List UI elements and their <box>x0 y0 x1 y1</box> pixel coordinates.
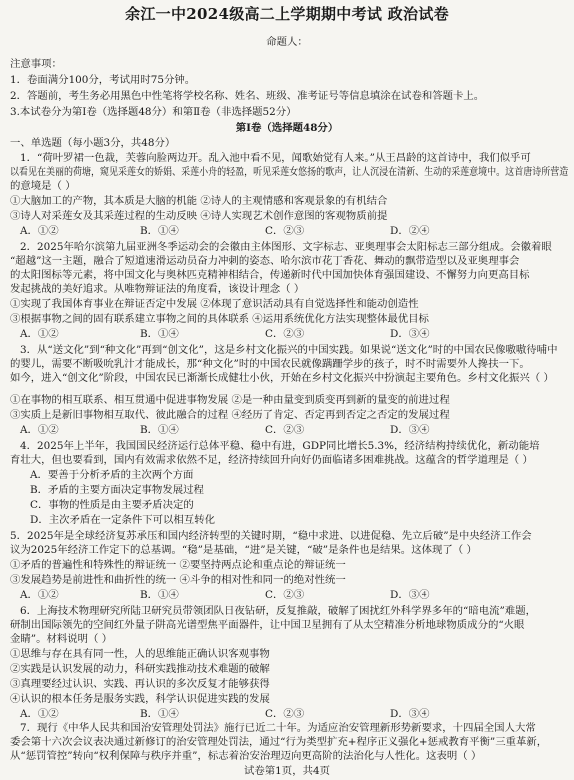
author-line: 命题人： <box>266 36 308 48</box>
question-2-text: “超越”这一主题，融合了短道速滑运动员奋力冲刺的姿态、哈尔滨市花丁香花、舞动的飘带造型以及亚奥理事会 <box>10 255 520 267</box>
question-3-option: ③实质上是新旧事物相互取代、彼此融合的过程 ④经历了肯定、否定再到否定之否定的发展过程 <box>10 409 450 421</box>
notice-heading: 注意事项： <box>10 58 62 70</box>
answer-choice: B．①④ <box>140 589 179 601</box>
answer-choice: C．②③ <box>265 225 305 237</box>
question-5-option: ①矛盾的普遍性和特殊性的辩证统一 ②要坚持两点论和重点论的辩证统一 <box>10 559 346 571</box>
question-6-text: 研制出国际领先的空间红外量子阱高光谱型焦平面器件，让中国卫星拥有了从太空精准分析地球物质成分的“火眼 <box>10 619 525 631</box>
question-7-text: 委会第十六次会议表决通过新修订的治安管理处罚法，通过“行为类型扩充+程序正义强化+惩戒教育平衡”三重革新， <box>10 736 548 748</box>
question-1-option: ③诗人对采莲女及其采莲过程的生动反映 ④诗人实现艺术创作意图的客观物质前提 <box>10 210 388 222</box>
question-4-option: A．要善于分析矛盾的主次两个方面 <box>30 469 194 481</box>
question-5-text: 议为2025年经济工作定下的总基调。“稳”是基础，“进”是关键，“破”是条件也是结果。这体现了（ ） <box>10 544 477 556</box>
answer-choice: B．①④ <box>140 328 179 340</box>
part1-title: 第Ⅰ卷（选择题48分） <box>235 122 339 134</box>
answer-choice: C．②③ <box>265 424 305 436</box>
answer-choice: B．①④ <box>140 708 179 720</box>
question-5-option: ③发展趋势是前进性和曲折性的统一 ④斗争的相对性和同一的绝对性统一 <box>10 574 346 586</box>
question-7-text: 7．现行《中华人民共和国治安管理处罚法》施行已近二十年。为适应治安管理新形势新要求，十四届全国人大常 <box>20 722 536 734</box>
answer-choice: D．③④ <box>390 424 430 436</box>
question-2-text: 发起挑战的美好追求。从唯物辩证法的角度看，该设计理念（ ） <box>10 283 305 295</box>
answer-choice: D．②④ <box>390 225 430 237</box>
question-6-text: 6．上海技术物理研究所陆卫研究员带领团队日夜钻研，反复推敲，破解了困扰红外科学界多年的“暗电流”难题， <box>20 605 536 617</box>
question-3-text: 3．从“送文化”到“种文化”再到“创文化”，这是乡村文化振兴的中国实践。如果说“送文化”时的中国农民像嗷嗷待哺中 <box>20 344 558 356</box>
answer-choice: D．③④ <box>390 328 430 340</box>
question-1-text: 的意境是（ ） <box>10 180 76 192</box>
question-6-text: 金睛”。材料说明（ ） <box>10 633 113 645</box>
notice-item: 1．卷面满分100分，考试用时75分钟。 <box>10 74 196 86</box>
question-4-option: D．主次矛盾在一定条件下可以相互转化 <box>30 514 215 526</box>
notice-item: 2．答题前，考生务必用黑色中性笔将学校名称、姓名、班级、准考证号等信息填涂在试卷和答题卡上。 <box>10 90 485 102</box>
notice-item: 3.本试卷分为第Ⅰ卷（选择题48分）和第Ⅱ卷（非选择题52分） <box>10 106 297 118</box>
question-1-text: 以看见在美丽的荷塘，窥见采莲女的娇娟、采莲小舟的轻盈，听见采莲女悠扬的歌声，让人沉浸在清新、生动的采莲意境中。这首唐诗所营造 <box>10 166 569 178</box>
question-3-option: ①在事物的相互联系、相互贯通中促进事物发展 ②是一种由量变到质变再到新的量变的前进过程 <box>10 394 450 406</box>
question-2-text: 的太阳图标等元素，将中国文化与奥林匹克精神相结合，传递新时代中国加快体育强国建设、不懈努力向更高目标 <box>10 269 530 281</box>
question-2-option: ①实现了我国体育事业在辩证否定中发展 ②体现了意识活动具有自觉选择性和能动创造性 <box>10 298 419 310</box>
answer-choice: B．①④ <box>140 424 179 436</box>
answer-choice: D．③④ <box>390 589 430 601</box>
question-4-option: C．事物的性质是由主要矛盾决定的 <box>30 499 194 511</box>
question-1-option: ①大脑加工的产物，其本质是大脑的机能 ②诗人的主观情感和客观景象的有机结合 <box>10 195 388 207</box>
answer-choice: A．①② <box>20 424 59 436</box>
question-6-option: ②实践是认识发展的动力，科研实践推动技术难题的破解 <box>10 663 270 675</box>
question-1-text: 1．“荷叶罗裙一色裁，芙蓉向脸两边开。乱入池中看不见，闻歌始觉有人来。”从王昌龄的这首诗中，我们似乎可 <box>20 152 531 164</box>
question-7-text: 从“惩罚管控”转向“权利保障与秩序并重”，标志着治安治理迈向更高阶的法治化与人性化。这表明（ ） <box>10 750 482 762</box>
exam-title: 余江一中2024级高二上学期期中考试 政治试卷 <box>125 5 449 23</box>
answer-choice: B．①④ <box>140 225 179 237</box>
question-6-option: ③真理要经过认识、实践、再认识的多次反复才能够获得 <box>10 678 270 690</box>
answer-choice: C．②③ <box>265 708 305 720</box>
answer-choice: C．②③ <box>265 589 305 601</box>
answer-choice: A．①② <box>20 589 59 601</box>
answer-choice: D．③④ <box>390 708 430 720</box>
question-2-option: ③根据事物之间的固有联系建立事物之间的具体联系 ④运用系统优化方法实现整体最优目标 <box>10 313 429 325</box>
question-3-text: 如今，进入“创文化”阶段，中国农民已渐渐长成健壮小伙，开始在乡村文化振兴中扮演起主要角色。乡村文化振兴（ ） <box>10 372 554 384</box>
question-3-text: 的婴儿，需要不断吸吮乳汁才能成长，那“种文化”时的中国农民就像蹒跚学步的孩子，时不时需要外人搀扶一下。 <box>10 358 530 370</box>
question-4-option: B．矛盾的主要方面决定事物发展过程 <box>30 484 204 496</box>
question-6-option: ①思维与存在具有同一性，人的思维能正确认识客观事物 <box>10 648 270 660</box>
answer-choice: C．②③ <box>265 328 305 340</box>
question-4-text: 4．2025年上半年，我国国民经济运行总体平稳、稳中有进，GDP同比增长5.3%，经济结构持续优化，新动能培 <box>20 440 540 452</box>
question-4-text: 育壮大，但也要看到，国内有效需求依然不足，经济持续回升向好仍面临诸多困难挑战。这蕴含的哲学道理是（ ） <box>10 454 533 466</box>
answer-choice: A．①② <box>20 328 59 340</box>
question-2-text: 2．2025年哈尔滨第九届亚洲冬季运动会的会徽由主体图形、文字标志、亚奥理事会太阳标志三部分组成。会徽着眼 <box>20 241 552 253</box>
question-6-option: ④认识的根本任务是服务实践，科学认识促进实践的发展 <box>10 693 270 705</box>
question-5-text: 5．2025年是全球经济复苏承压和国内经济转型的关键时期，“稳中求进、以进促稳、先立后破”是中央经济工作会 <box>10 530 532 542</box>
answer-choice: A．①② <box>20 225 59 237</box>
section1-heading: 一、单选题（每小题3分，共48分） <box>10 137 176 149</box>
page-footer: 试卷第1页，共4页 <box>244 765 330 777</box>
answer-choice: A．①② <box>20 708 59 720</box>
